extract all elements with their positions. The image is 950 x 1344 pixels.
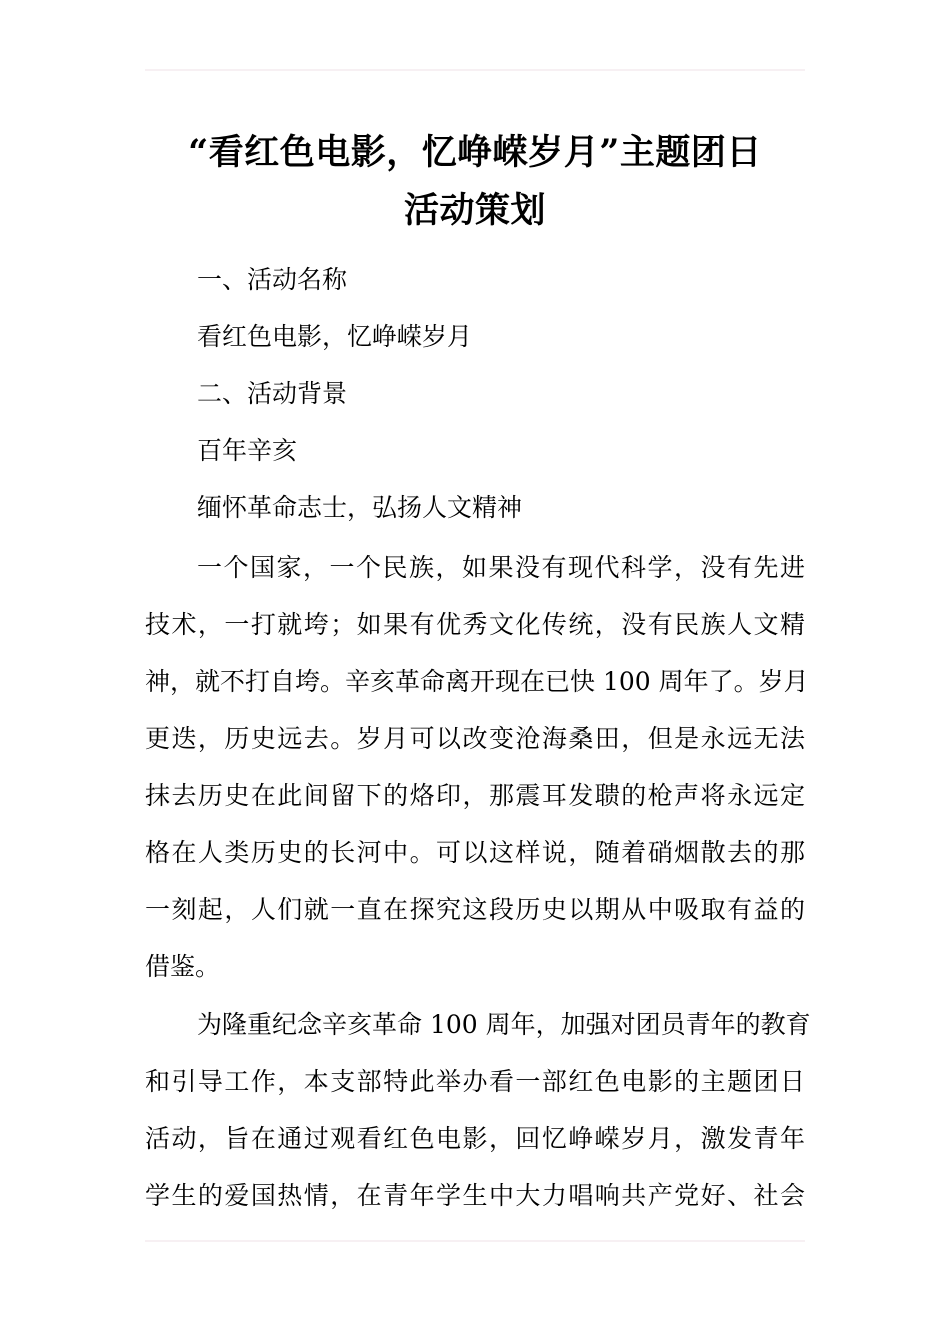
section-heading-background: 二、活动背景 [197, 379, 348, 408]
paragraph-1 [145, 539, 809, 995]
header-rule [145, 69, 805, 71]
paragraph-line: 借鉴。 [145, 952, 221, 981]
title-line: 活动策划 [403, 190, 546, 231]
title-line: “看红色电影，忆峥嵘岁月”主题团日 [188, 132, 762, 173]
document-title [145, 124, 805, 240]
paragraph-line: 为隆重纪念辛亥革命 100 周年，加强对团员青年的教育 [197, 1010, 811, 1039]
background-line: 缅怀革命志士，弘扬人文精神 [197, 493, 523, 522]
paragraph-line: 神，就不打自垮。辛亥革命离开现在已快 100 周年了。岁月 [145, 667, 809, 696]
paragraph-line: 技术，一打就垮；如果有优秀文化传统，没有民族人文精 [145, 610, 805, 639]
paragraph-line: 一刻起，人们就一直在探究这段历史以期从中吸取有益的 [145, 895, 805, 924]
paragraph-line: 学生的爱国热情，在青年学生中大力唱响共产党好、社会 [145, 1181, 805, 1210]
paragraph-line: 一个国家，一个民族，如果没有现代科学，没有先进 [197, 553, 805, 582]
paragraph-line: 格在人类历史的长河中。可以这样说，随着硝烟散去的那 [145, 838, 805, 867]
footer-rule [145, 1240, 805, 1242]
activity-name-text: 看红色电影，忆峥嵘岁月 [197, 322, 473, 351]
paragraph-line: 和引导工作，本支部特此举办看一部红色电影的主题团日 [145, 1067, 805, 1096]
paragraph-line: 抹去历史在此间留下的烙印，那震耳发聩的枪声将永远定 [145, 781, 805, 810]
background-line: 百年辛亥 [197, 436, 298, 465]
section-heading-activity-name: 一、活动名称 [197, 265, 348, 294]
paragraph-line: 更迭，历史远去。岁月可以改变沧海桑田，但是永远无法 [145, 724, 805, 753]
paragraph-line: 活动，旨在通过观看红色电影，回忆峥嵘岁月，激发青年 [145, 1124, 805, 1153]
paragraph-2 [145, 996, 811, 1224]
